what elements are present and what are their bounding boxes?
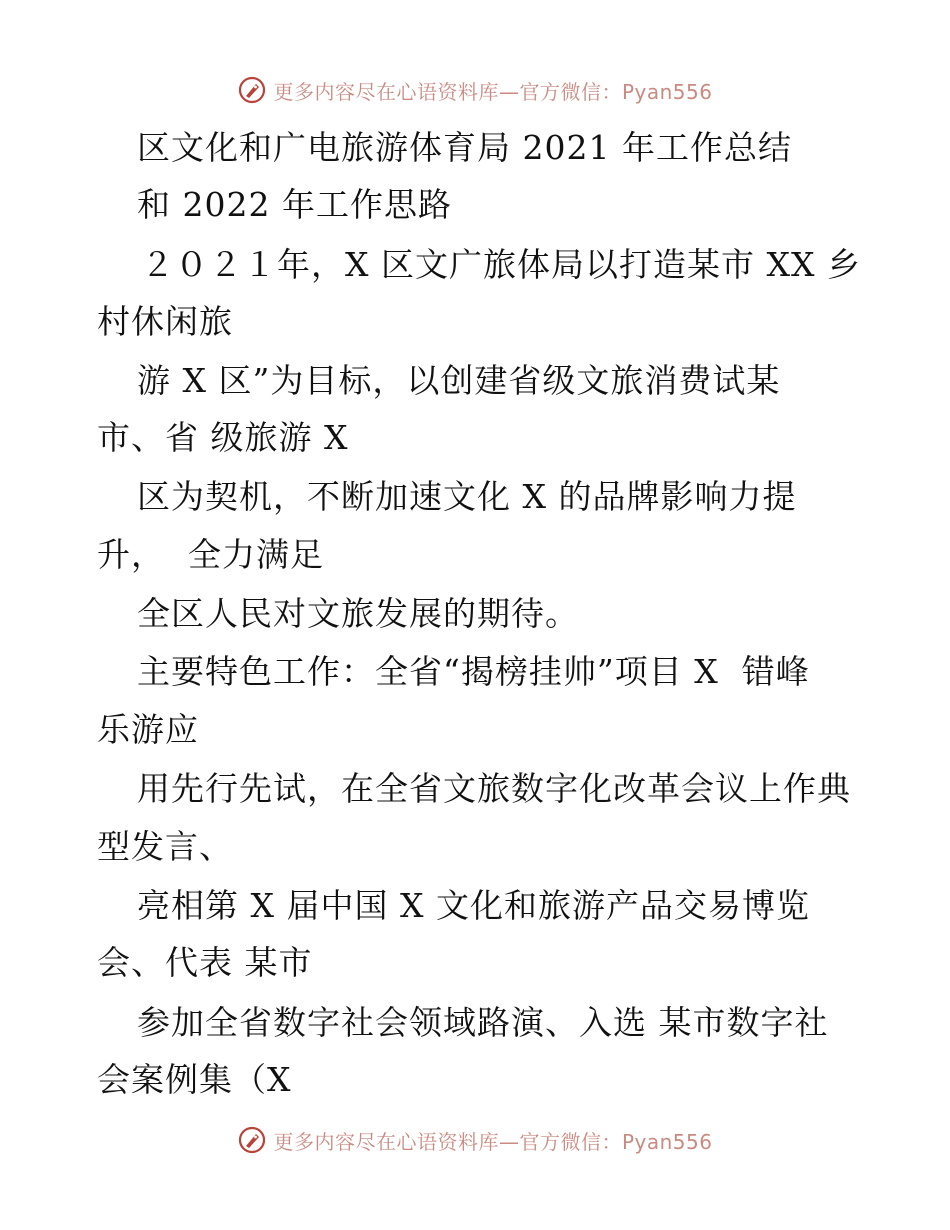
- paragraph-line: 乐游应: [97, 710, 199, 749]
- title-line-2: 和 2022 年工作思路: [137, 185, 452, 224]
- paragraph-line: 主要特色工作：全省“揭榜挂帅”项目 X 错峰: [137, 652, 810, 691]
- paragraph-line: 市、省 级旅游 X: [97, 418, 349, 457]
- paragraph-line: 亮相第 X 届中国 X 文化和旅游产品交易博览: [137, 886, 810, 925]
- paragraph-line: 会、代表 某市: [97, 943, 313, 982]
- title-line-1: 区文化和广电旅游体育局 2021 年工作总结: [137, 128, 792, 167]
- paragraph-line: ２０２１年，X 区文广旅体局以打造某市 XX 乡: [141, 245, 861, 284]
- footer-banner-text: 更多内容尽在心语资料库—官方微信：Pyan556: [273, 1129, 713, 1154]
- pen-nib-logo-icon: [237, 1125, 267, 1155]
- paragraph-line: 会案例集（X: [97, 1060, 292, 1099]
- paragraph-line: 区为契机，不断加速文化 X 的品牌影响力提: [137, 477, 797, 516]
- paragraph-line: 用先行先试，在全省文旅数字化改革会议上作典: [137, 769, 851, 808]
- header-banner-text: 更多内容尽在心语资料库—官方微信：Pyan556: [273, 79, 713, 104]
- footer-banner: [0, 1120, 950, 1160]
- paragraph-line: 参加全省数字社会领域路演、入选 某市数字社: [137, 1003, 829, 1042]
- paragraph-line: 全区人民对文旅发展的期待。: [137, 594, 579, 633]
- paragraph-line: 升， 全力满足: [97, 535, 324, 574]
- paragraph-line: 型发言、: [97, 827, 233, 866]
- paragraph-line: 游 X 区”为目标，以创建省级文旅消费试某: [137, 361, 781, 400]
- paragraph-line: 村休闲旅: [97, 302, 233, 341]
